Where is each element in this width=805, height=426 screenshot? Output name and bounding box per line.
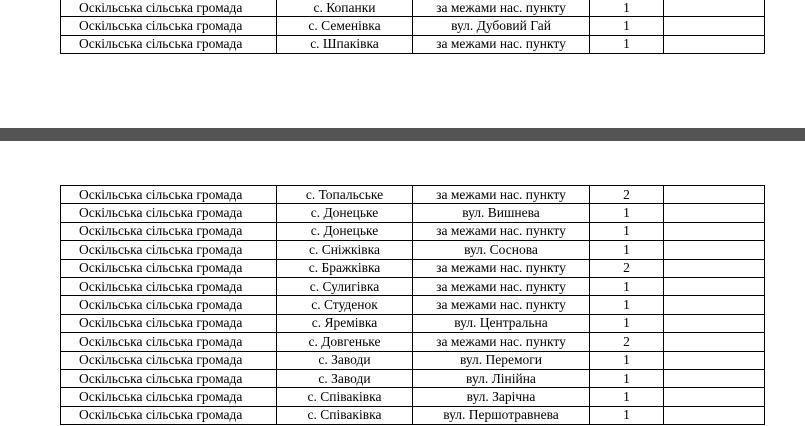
table-row — [61, 17, 765, 35]
note-cell — [664, 314, 765, 332]
street-cell: вул. Першотравнева — [413, 406, 590, 424]
note-cell — [664, 204, 765, 222]
note-cell — [664, 369, 765, 387]
table-row — [61, 0, 765, 17]
community-cell: Оскільська сільська громада — [61, 406, 277, 424]
table-row — [61, 388, 765, 406]
table-row — [61, 204, 765, 222]
street-cell: за межами нас. пункту — [413, 35, 590, 53]
street-cell: за межами нас. пункту — [413, 259, 590, 277]
street-cell: вул. Вишнева — [413, 204, 590, 222]
village-cell: с. Донецьке — [277, 204, 413, 222]
table-row — [61, 186, 765, 204]
table-row — [61, 369, 765, 387]
document-page-bottom — [0, 141, 805, 426]
street-cell: за межами нас. пункту — [413, 222, 590, 240]
note-cell — [664, 186, 765, 204]
village-cell: с. Заводи — [277, 351, 413, 369]
table-row — [61, 351, 765, 369]
community-cell: Оскільська сільська громада — [61, 296, 277, 314]
village-cell: с. Шпаківка — [277, 35, 413, 53]
community-cell: Оскільська сільська громада — [61, 0, 277, 17]
village-cell: с. Донецьке — [277, 222, 413, 240]
note-cell — [664, 0, 765, 17]
street-cell: вул. Лінійна — [413, 369, 590, 387]
count-cell: 2 — [590, 186, 664, 204]
count-cell: 1 — [590, 241, 664, 259]
table-row — [61, 241, 765, 259]
count-cell: 1 — [590, 204, 664, 222]
community-cell: Оскільська сільська громада — [61, 333, 277, 351]
note-cell — [664, 351, 765, 369]
count-cell: 2 — [590, 333, 664, 351]
village-cell: с. Бражківка — [277, 259, 413, 277]
note-cell — [664, 259, 765, 277]
note-cell — [664, 296, 765, 314]
table-row — [61, 296, 765, 314]
village-cell: с. Семенівка — [277, 17, 413, 35]
note-cell — [664, 241, 765, 259]
community-cell: Оскільська сільська громада — [61, 204, 277, 222]
count-cell: 1 — [590, 277, 664, 295]
street-cell: за межами нас. пункту — [413, 186, 590, 204]
table-row — [61, 35, 765, 53]
table-row — [61, 406, 765, 424]
village-cell: с. Копанки — [277, 0, 413, 17]
registry-table-top — [60, 0, 765, 54]
count-cell: 1 — [590, 17, 664, 35]
note-cell — [664, 35, 765, 53]
note-cell — [664, 333, 765, 351]
community-cell: Оскільська сільська громада — [61, 222, 277, 240]
village-cell: с. Топальське — [277, 186, 413, 204]
community-cell: Оскільська сільська громада — [61, 186, 277, 204]
note-cell — [664, 406, 765, 424]
count-cell: 1 — [590, 369, 664, 387]
community-cell: Оскільська сільська громада — [61, 35, 277, 53]
street-cell: за межами нас. пункту — [413, 296, 590, 314]
page-separator — [0, 128, 805, 141]
village-cell: с. Заводи — [277, 369, 413, 387]
document-page-top — [0, 0, 805, 128]
table-row — [61, 277, 765, 295]
street-cell: вул. Соснова — [413, 241, 590, 259]
community-cell: Оскільська сільська громада — [61, 369, 277, 387]
village-cell: с. Сулигівка — [277, 277, 413, 295]
count-cell: 1 — [590, 222, 664, 240]
community-cell: Оскільська сільська громада — [61, 259, 277, 277]
village-cell: с. Сніжківка — [277, 241, 413, 259]
note-cell — [664, 222, 765, 240]
community-cell: Оскільська сільська громада — [61, 241, 277, 259]
community-cell: Оскільська сільська громада — [61, 351, 277, 369]
note-cell — [664, 277, 765, 295]
street-cell: за межами нас. пункту — [413, 333, 590, 351]
community-cell: Оскільська сільська громада — [61, 314, 277, 332]
village-cell: с. Співаківка — [277, 388, 413, 406]
table-row — [61, 259, 765, 277]
street-cell: вул. Центральна — [413, 314, 590, 332]
village-cell: с. Яремівка — [277, 314, 413, 332]
community-cell: Оскільська сільська громада — [61, 277, 277, 295]
count-cell: 1 — [590, 314, 664, 332]
village-cell: с. Довгеньке — [277, 333, 413, 351]
count-cell: 1 — [590, 351, 664, 369]
count-cell: 2 — [590, 259, 664, 277]
street-cell: за межами нас. пункту — [413, 277, 590, 295]
street-cell: вул. Дубовий Гай — [413, 17, 590, 35]
count-cell: 1 — [590, 296, 664, 314]
street-cell: вул. Перемоги — [413, 351, 590, 369]
registry-table-bottom — [60, 185, 765, 425]
count-cell: 1 — [590, 35, 664, 53]
note-cell — [664, 17, 765, 35]
community-cell: Оскільська сільська громада — [61, 17, 277, 35]
count-cell: 1 — [590, 406, 664, 424]
street-cell: вул. Зарічна — [413, 388, 590, 406]
village-cell: с. Співаківка — [277, 406, 413, 424]
count-cell: 1 — [590, 0, 664, 17]
table-row — [61, 222, 765, 240]
street-cell: за межами нас. пункту — [413, 0, 590, 17]
count-cell: 1 — [590, 388, 664, 406]
note-cell — [664, 388, 765, 406]
community-cell: Оскільська сільська громада — [61, 388, 277, 406]
table-row — [61, 333, 765, 351]
village-cell: с. Студенок — [277, 296, 413, 314]
table-row — [61, 314, 765, 332]
